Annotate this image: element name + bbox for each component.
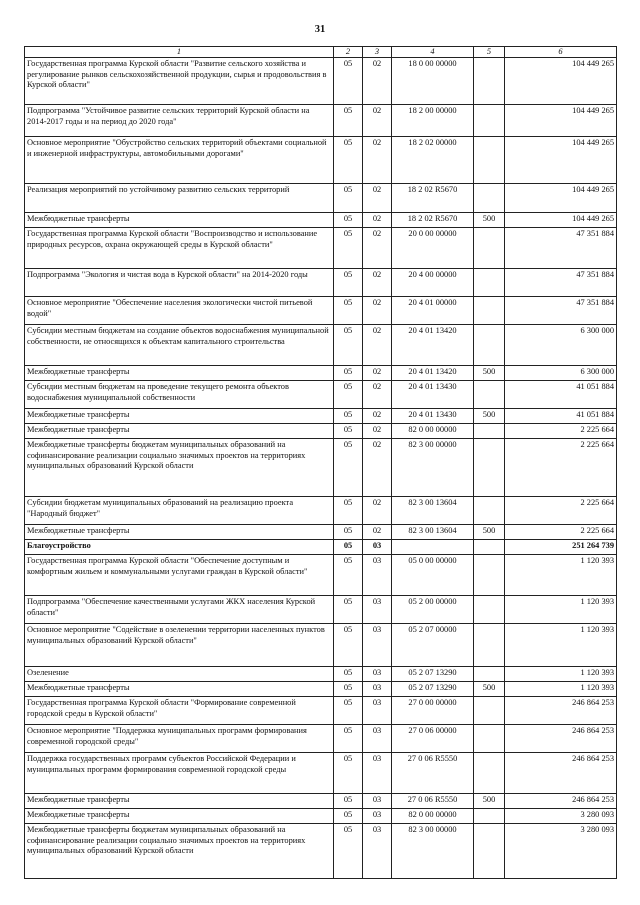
target-article-cell: 05 2 07 13290 — [392, 682, 474, 697]
row-name-cell: Государственная программа Курской области "Воспроизводство и использование природных ресурсов, охрана окружающей среды в Курской области" — [25, 228, 334, 269]
expense-type-cell — [474, 269, 505, 297]
table-row — [25, 667, 617, 682]
target-article-cell: 20 4 01 13430 — [392, 409, 474, 424]
expense-type-cell — [474, 424, 505, 439]
target-article-cell: 82 3 00 00000 — [392, 439, 474, 497]
table-row — [25, 725, 617, 753]
expense-type-cell: 500 — [474, 525, 505, 540]
section-code-cell: 05 — [334, 297, 363, 325]
section-code-cell: 05 — [334, 794, 363, 809]
subsection-code-cell: 03 — [363, 667, 392, 682]
subsection-code-cell: 03 — [363, 809, 392, 824]
amount-cell: 1 120 393 — [505, 682, 617, 697]
amount-cell: 246 864 253 — [505, 753, 617, 794]
row-name-cell: Субсидии местным бюджетам на проведение текущего ремонта объектов водоснабжения муниципальной собственности — [25, 381, 334, 409]
target-article-cell: 18 0 00 00000 — [392, 58, 474, 105]
target-article-cell: 05 2 07 13290 — [392, 667, 474, 682]
subsection-code-cell: 03 — [363, 725, 392, 753]
table-row — [25, 596, 617, 624]
section-code-cell: 05 — [334, 184, 363, 213]
amount-cell: 246 864 253 — [505, 725, 617, 753]
amount-cell: 41 051 884 — [505, 381, 617, 409]
column-number-row — [25, 47, 617, 58]
row-name-cell: Основное мероприятие "Содействие в озеленении территории населенных пунктов муниципальных образований Курской области" — [25, 624, 334, 667]
table-row — [25, 381, 617, 409]
table-row — [25, 624, 617, 667]
table-row — [25, 682, 617, 697]
subsection-code-cell: 02 — [363, 105, 392, 137]
amount-cell: 41 051 884 — [505, 409, 617, 424]
target-article-cell: 18 2 02 R5670 — [392, 213, 474, 228]
row-name-cell: Межбюджетные трансферты — [25, 409, 334, 424]
section-code-cell: 05 — [334, 228, 363, 269]
expense-type-cell — [474, 596, 505, 624]
amount-cell: 2 225 664 — [505, 439, 617, 497]
column-number: 2 — [334, 47, 363, 58]
table-row — [25, 697, 617, 725]
row-name-cell: Поддержка государственных программ субъектов Российской Федерации и муниципальных программ формирования современной городской среды — [25, 753, 334, 794]
section-code-cell: 05 — [334, 105, 363, 137]
target-article-cell: 82 0 00 00000 — [392, 424, 474, 439]
row-name-cell: Межбюджетные трансферты бюджетам муниципальных образований на софинансирование реализации социально значимых проектов на территориях муниципальных образований Курской области — [25, 824, 334, 879]
section-code-cell: 05 — [334, 439, 363, 497]
target-article-cell: 18 2 00 00000 — [392, 105, 474, 137]
row-name-cell: Основное мероприятие "Обустройство сельских территорий объектами социальной и инженерной инфраструктуры, автомобильными дорогами" — [25, 137, 334, 184]
amount-cell: 6 300 000 — [505, 325, 617, 366]
table-row — [25, 525, 617, 540]
expense-type-cell — [474, 809, 505, 824]
target-article-cell: 20 4 00 00000 — [392, 269, 474, 297]
row-name-cell: Благоустройство — [25, 540, 334, 555]
section-code-cell: 05 — [334, 409, 363, 424]
section-code-cell: 05 — [334, 596, 363, 624]
amount-cell: 251 264 739 — [505, 540, 617, 555]
amount-cell: 1 120 393 — [505, 596, 617, 624]
subsection-code-cell: 03 — [363, 824, 392, 879]
row-name-cell: Межбюджетные трансферты — [25, 366, 334, 381]
row-name-cell: Подпрограмма "Обеспечение качественными услугами ЖКХ населения Курской области" — [25, 596, 334, 624]
row-name-cell: Основное мероприятие "Поддержка муниципальных программ формирования современной городской среды" — [25, 725, 334, 753]
expense-type-cell — [474, 228, 505, 269]
amount-cell: 6 300 000 — [505, 366, 617, 381]
table-row — [25, 824, 617, 879]
row-name-cell: Подпрограмма "Экология и чистая вода в Курской области" на 2014-2020 годы — [25, 269, 334, 297]
row-name-cell: Межбюджетные трансферты — [25, 424, 334, 439]
table-row — [25, 809, 617, 824]
target-article-cell: 20 4 01 13420 — [392, 366, 474, 381]
row-name-cell: Межбюджетные трансферты бюджетам муниципальных образований на софинансирование реализации социально значимых проектов на территориях муниципальных образований Курской области — [25, 439, 334, 497]
expense-type-cell — [474, 105, 505, 137]
amount-cell: 104 449 265 — [505, 213, 617, 228]
amount-cell: 3 280 093 — [505, 809, 617, 824]
subsection-code-cell: 02 — [363, 325, 392, 366]
row-name-cell: Межбюджетные трансферты — [25, 809, 334, 824]
subsection-code-cell: 03 — [363, 624, 392, 667]
section-code-cell: 05 — [334, 525, 363, 540]
section-code-cell: 05 — [334, 213, 363, 228]
row-name-cell: Государственная программа Курской области "Формирование современной городской среды в Курской области" — [25, 697, 334, 725]
table-row — [25, 424, 617, 439]
target-article-cell: 20 4 01 13420 — [392, 325, 474, 366]
row-name-cell: Реализация мероприятий по устойчивому развитию сельских территорий — [25, 184, 334, 213]
subsection-code-cell: 02 — [363, 228, 392, 269]
expense-type-cell — [474, 697, 505, 725]
table-row — [25, 137, 617, 184]
table-row — [25, 497, 617, 525]
table-row — [25, 325, 617, 366]
expense-type-cell — [474, 753, 505, 794]
section-code-cell: 05 — [334, 697, 363, 725]
expense-type-cell — [474, 297, 505, 325]
column-number: 5 — [474, 47, 505, 58]
amount-cell: 104 449 265 — [505, 137, 617, 184]
column-number: 4 — [392, 47, 474, 58]
row-name-cell: Подпрограмма "Устойчивое развитие сельских территорий Курской области на 2014-2017 годы и на период до 2020 года" — [25, 105, 334, 137]
amount-cell: 47 351 884 — [505, 269, 617, 297]
column-number: 1 — [25, 47, 334, 58]
section-code-cell: 05 — [334, 540, 363, 555]
target-article-cell: 20 4 01 00000 — [392, 297, 474, 325]
table-row — [25, 753, 617, 794]
subsection-code-cell: 02 — [363, 424, 392, 439]
subsection-code-cell: 03 — [363, 794, 392, 809]
amount-cell: 47 351 884 — [505, 228, 617, 269]
amount-cell: 2 225 664 — [505, 497, 617, 525]
subsection-code-cell: 02 — [363, 58, 392, 105]
section-code-cell: 05 — [334, 809, 363, 824]
expense-type-cell — [474, 624, 505, 667]
amount-cell: 2 225 664 — [505, 424, 617, 439]
row-name-cell: Межбюджетные трансферты — [25, 682, 334, 697]
expense-type-cell — [474, 184, 505, 213]
subsection-code-cell: 03 — [363, 682, 392, 697]
row-name-cell: Озеленение — [25, 667, 334, 682]
expense-type-cell — [474, 725, 505, 753]
target-article-cell: 82 3 00 13604 — [392, 525, 474, 540]
table-row — [25, 555, 617, 596]
target-article-cell: 82 3 00 13604 — [392, 497, 474, 525]
expense-type-cell — [474, 137, 505, 184]
section-code-cell: 05 — [334, 424, 363, 439]
subsection-code-cell: 03 — [363, 753, 392, 794]
amount-cell: 1 120 393 — [505, 624, 617, 667]
expense-type-cell — [474, 497, 505, 525]
section-code-cell: 05 — [334, 682, 363, 697]
row-name-cell: Межбюджетные трансферты — [25, 525, 334, 540]
row-name-cell: Государственная программа Курской области "Обеспечение доступным и комфортным жильем и коммунальными услугами граждан в Курской области" — [25, 555, 334, 596]
section-code-cell: 05 — [334, 137, 363, 184]
target-article-cell: 18 2 02 00000 — [392, 137, 474, 184]
table-row — [25, 228, 617, 269]
subsection-code-cell: 02 — [363, 137, 392, 184]
amount-cell: 1 120 393 — [505, 555, 617, 596]
table-row — [25, 366, 617, 381]
section-code-cell: 05 — [334, 824, 363, 879]
row-name-cell: Межбюджетные трансферты — [25, 213, 334, 228]
budget-table — [24, 46, 617, 879]
target-article-cell: 27 0 00 00000 — [392, 697, 474, 725]
section-code-cell: 05 — [334, 624, 363, 667]
subsection-code-cell: 02 — [363, 269, 392, 297]
subsection-code-cell: 02 — [363, 366, 392, 381]
subsection-code-cell: 03 — [363, 555, 392, 596]
expense-type-cell — [474, 439, 505, 497]
section-code-cell: 05 — [334, 366, 363, 381]
column-number: 6 — [505, 47, 617, 58]
row-name-cell: Межбюджетные трансферты — [25, 794, 334, 809]
table-row — [25, 213, 617, 228]
amount-cell: 3 280 093 — [505, 824, 617, 879]
table-row — [25, 58, 617, 105]
table-row — [25, 540, 617, 555]
expense-type-cell — [474, 540, 505, 555]
section-code-cell: 05 — [334, 555, 363, 596]
column-number: 3 — [363, 47, 392, 58]
target-article-cell: 05 2 07 00000 — [392, 624, 474, 667]
target-article-cell: 20 4 01 13430 — [392, 381, 474, 409]
subsection-code-cell: 02 — [363, 213, 392, 228]
target-article-cell: 05 0 00 00000 — [392, 555, 474, 596]
expense-type-cell: 500 — [474, 794, 505, 809]
amount-cell: 2 225 664 — [505, 525, 617, 540]
subsection-code-cell: 03 — [363, 596, 392, 624]
section-code-cell: 05 — [334, 58, 363, 105]
table-row — [25, 105, 617, 137]
target-article-cell: 82 0 00 00000 — [392, 809, 474, 824]
expense-type-cell — [474, 381, 505, 409]
row-name-cell: Основное мероприятие "Обеспечение населения экологически чистой питьевой водой" — [25, 297, 334, 325]
section-code-cell: 05 — [334, 381, 363, 409]
table-row — [25, 439, 617, 497]
target-article-cell: 18 2 02 R5670 — [392, 184, 474, 213]
amount-cell: 104 449 265 — [505, 184, 617, 213]
expense-type-cell — [474, 824, 505, 879]
target-article-cell — [392, 540, 474, 555]
section-code-cell: 05 — [334, 753, 363, 794]
amount-cell: 1 120 393 — [505, 667, 617, 682]
expense-type-cell: 500 — [474, 409, 505, 424]
target-article-cell: 27 0 06 R5550 — [392, 794, 474, 809]
expense-type-cell — [474, 58, 505, 105]
subsection-code-cell: 02 — [363, 497, 392, 525]
expense-type-cell: 500 — [474, 682, 505, 697]
row-name-cell: Субсидии бюджетам муниципальных образований на реализацию проекта "Народный бюджет" — [25, 497, 334, 525]
row-name-cell: Субсидии местным бюджетам на создание объектов водоснабжения муниципальной собственности, не относящихся к объектам капитального строительства — [25, 325, 334, 366]
section-code-cell: 05 — [334, 269, 363, 297]
table-row — [25, 409, 617, 424]
subsection-code-cell: 02 — [363, 381, 392, 409]
section-code-cell: 05 — [334, 667, 363, 682]
expense-type-cell — [474, 555, 505, 596]
amount-cell: 104 449 265 — [505, 105, 617, 137]
subsection-code-cell: 02 — [363, 525, 392, 540]
row-name-cell: Государственная программа Курской области "Развитие сельского хозяйства и регулирование рынков сельскохозяйственной продукции, сырья и продовольствия в Курской области" — [25, 58, 334, 105]
section-code-cell: 05 — [334, 725, 363, 753]
expense-type-cell: 500 — [474, 366, 505, 381]
target-article-cell: 27 0 06 R5550 — [392, 753, 474, 794]
subsection-code-cell: 02 — [363, 439, 392, 497]
target-article-cell: 82 3 00 00000 — [392, 824, 474, 879]
target-article-cell: 05 2 00 00000 — [392, 596, 474, 624]
page-number: 31 — [314, 24, 326, 35]
amount-cell: 246 864 253 — [505, 794, 617, 809]
expense-type-cell — [474, 667, 505, 682]
target-article-cell: 27 0 06 00000 — [392, 725, 474, 753]
amount-cell: 246 864 253 — [505, 697, 617, 725]
target-article-cell: 20 0 00 00000 — [392, 228, 474, 269]
table-row — [25, 794, 617, 809]
subsection-code-cell: 02 — [363, 184, 392, 213]
table-row — [25, 297, 617, 325]
subsection-code-cell: 02 — [363, 297, 392, 325]
expense-type-cell — [474, 325, 505, 366]
amount-cell: 47 351 884 — [505, 297, 617, 325]
table-row — [25, 269, 617, 297]
amount-cell: 104 449 265 — [505, 58, 617, 105]
subsection-code-cell: 03 — [363, 697, 392, 725]
subsection-code-cell: 03 — [363, 540, 392, 555]
expense-type-cell: 500 — [474, 213, 505, 228]
section-code-cell: 05 — [334, 325, 363, 366]
table-row — [25, 184, 617, 213]
section-code-cell: 05 — [334, 497, 363, 525]
subsection-code-cell: 02 — [363, 409, 392, 424]
